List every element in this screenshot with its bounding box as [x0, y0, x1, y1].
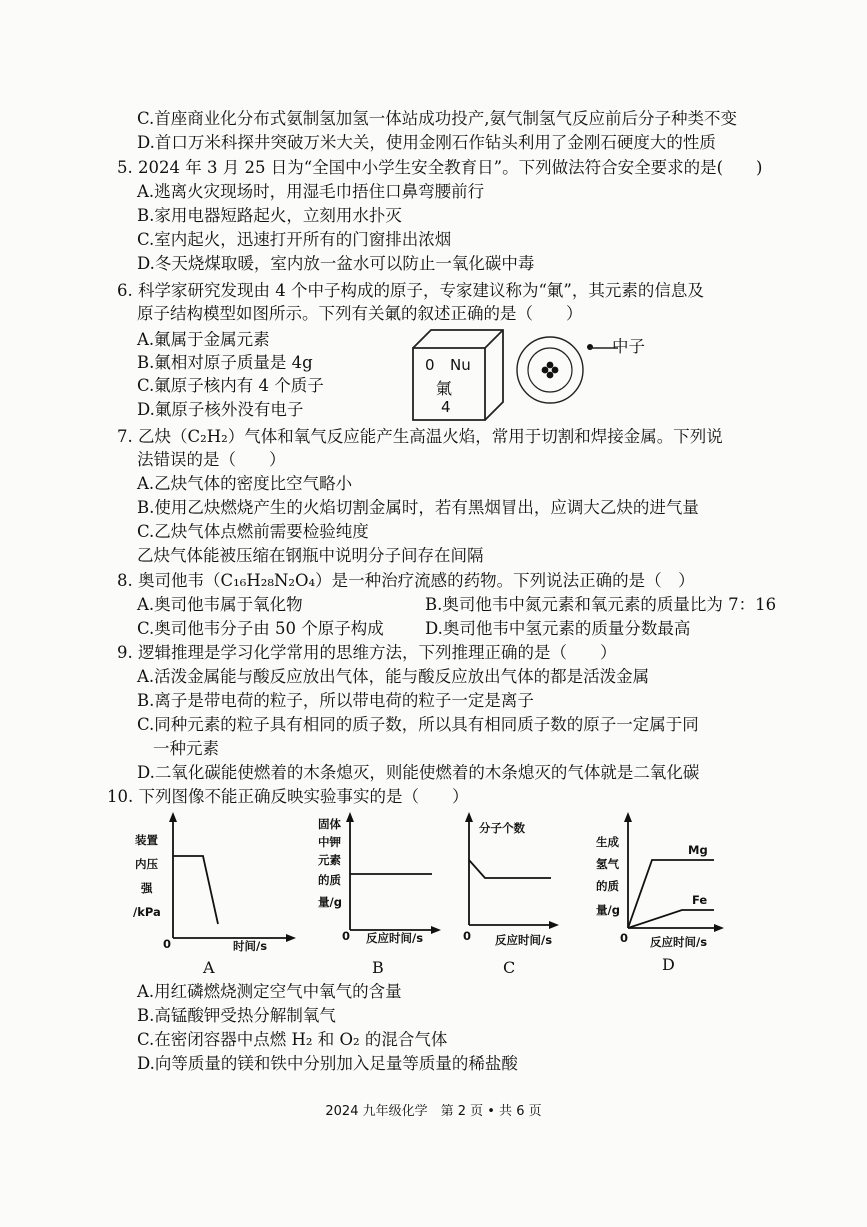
graph-b-ylabel-3: 元素 [318, 853, 341, 867]
graph-b-origin: 0 [342, 929, 351, 943]
q9-stem: 9. 逻辑推理是学习化学常用的思维方法，下列推理正确的是（ ） [117, 643, 617, 662]
q9-option-c-line2: 一种元素 [153, 739, 219, 758]
graph-d-origin: 0 [620, 931, 629, 945]
graph-a-ylabel-3: 强 [141, 881, 153, 895]
q6-option-c: C.氭原子核内有 4 个质子 [137, 376, 324, 395]
graph-d-ylabel-3: 的质 [596, 879, 619, 893]
q7-option-b: B.使用乙炔燃烧产生的火焰切割金属时，若有黑烟冒出，应调大乙炔的进气量 [137, 498, 699, 517]
graph-a-xlabel: 时间/s [233, 939, 268, 953]
q8-option-c: C.奥司他韦分子由 50 个原子构成 [137, 619, 384, 638]
graph-c-origin: 0 [463, 929, 472, 943]
element-mass: 4 [441, 398, 451, 416]
element-name: 氭 [436, 379, 453, 398]
q5-stem: 5. 2024 年 3 月 25 日为“全国中小学生安全教育日”。下列做法符合安全要求的是( ) [117, 158, 763, 177]
graph-b-xlabel: 反应时间/s [366, 931, 424, 945]
q7-option-c: C.乙炔气体点燃前需要检验纯度 [137, 522, 369, 541]
graph-d-xlabel: 反应时间/s [650, 935, 708, 949]
q5-option-b: B.家用电器短路起火，立刻用水扑灭 [137, 206, 402, 225]
graph-d-ylabel-1: 生成 [596, 835, 619, 849]
graph-c-ylabel: 分子个数 [479, 821, 525, 835]
q5-option-d: D.冬天烧煤取暖，室内放一盆水可以防止一氧化碳中毒 [137, 254, 535, 273]
graph-c-xlabel: 反应时间/s [495, 933, 553, 947]
q4-option-d: D.首口万米科探井突破万米大关，使用金刚石作钻头利用了金刚石硬度大的性质 [137, 133, 716, 152]
q5-option-a: A.逃离火灾现场时，用湿毛巾捂住口鼻弯腰前行 [137, 182, 485, 201]
graph-b-letter: B [372, 958, 384, 977]
q6-stem-line1: 6. 科学家研究发现由 4 个中子构成的原子，专家建议称为“氭”，其元素的信息及 [117, 281, 704, 300]
graph-b-ylabel-2: 中钾 [318, 835, 341, 849]
graph-b-ylabel-1: 固体 [318, 817, 341, 831]
q6-option-b: B.氭相对原子质量是 4g [137, 353, 313, 372]
element-symbol: Nu [450, 356, 471, 374]
atom-model-diagram [515, 335, 595, 410]
q7-option-a: A.乙炔气体的密度比空气略小 [137, 474, 353, 493]
element-atomic-number: 0 [425, 356, 435, 374]
q6-option-d: D.氭原子核外没有电子 [137, 400, 304, 419]
q9-option-d: D.二氧化碳能使燃着的木条熄灭，则能使燃着的木条熄灭的气体就是二氧化碳 [137, 763, 700, 782]
q4-option-c: C.首座商业化分布式氨制氢加氢一体站成功投产,氨气制氢气反应前后分子种类不变 [137, 109, 738, 128]
q8-option-d: D.奥司他韦中氢元素的质量分数最高 [425, 619, 691, 638]
q8-stem: 8. 奥司他韦（C₁₆H₂₈N₂O₄）是一种治疗流感的药物。下列说法正确的是（ ） [117, 571, 695, 590]
graph-a [115, 810, 300, 980]
graph-a-letter: A [203, 958, 215, 977]
graph-b [310, 810, 445, 980]
q9-option-a: A.活泼金属能与酸反应放出气体，能与酸反应放出气体的都是活泼金属 [137, 667, 650, 686]
q10-option-d: D.向等质量的镁和铁中分别加入足量等质量的稀盐酸 [137, 1054, 518, 1073]
q8-option-b: B.奥司他韦中氮元素和氧元素的质量比为 7：16 [425, 595, 777, 614]
graph-d-letter: D [662, 955, 675, 974]
graph-c-letter: C [503, 958, 516, 977]
q5-option-c: C.室内起火，迅速打开所有的门窗排出浓烟 [137, 230, 452, 249]
graph-d-ylabel-2: 氢气 [596, 857, 619, 871]
graph-a-ylabel-1: 装置 [135, 833, 158, 847]
graph-d-ylabel-4: 量/g [596, 903, 620, 917]
graph-d-series-fe: Fe [692, 893, 708, 907]
q10-option-a: A.用红磷燃烧测定空气中氧气的含量 [137, 982, 402, 1001]
q10-stem: 10. 下列图像不能正确反映实验事实的是（ ） [107, 787, 469, 806]
q9-option-b: B.离子是带电荷的粒子，所以带电荷的粒子一定是离子 [137, 691, 534, 710]
graph-b-ylabel-4: 的质 [318, 873, 341, 887]
q7-stem-line1: 7. 乙炔（C₂H₂）气体和氧气反应能产生高温火焰，常用于切割和焊接金属。下列说 [117, 427, 723, 446]
q7-option-d: 乙炔气体能被压缩在钢瓶中说明分子间存在间隔 [137, 546, 484, 565]
graph-a-origin: 0 [163, 937, 172, 951]
graph-d [590, 810, 730, 980]
graph-b-ylabel-5: 量/g [318, 895, 342, 909]
q6-stem-line2: 原子结构模型如图所示。下列有关氭的叙述正确的是（ ） [137, 304, 583, 323]
q7-stem-line2: 法错误的是（ ） [137, 450, 286, 469]
graph-c [455, 810, 570, 980]
q10-option-b: B.高锰酸钾受热分解制氧气 [137, 1006, 336, 1025]
q9-option-c-line1: C.同种元素的粒子具有相同的质子数，所以具有相同质子数的原子一定属于同 [137, 715, 699, 734]
q6-option-a: A.氭属于金属元素 [137, 330, 270, 349]
graph-a-ylabel-2: 内压 [135, 857, 158, 871]
graph-d-series-mg: Mg [688, 843, 708, 857]
neutron-label: 中子 [612, 337, 645, 356]
page-footer: 2024 九年级化学 第 2 页 • 共 6 页 [325, 1104, 542, 1119]
graph-a-ylabel-4: /kPa [133, 905, 161, 919]
q10-option-c: C.在密闭容器中点燃 H₂ 和 O₂ 的混合气体 [137, 1030, 448, 1049]
q8-option-a: A.奥司他韦属于氧化物 [137, 595, 303, 614]
